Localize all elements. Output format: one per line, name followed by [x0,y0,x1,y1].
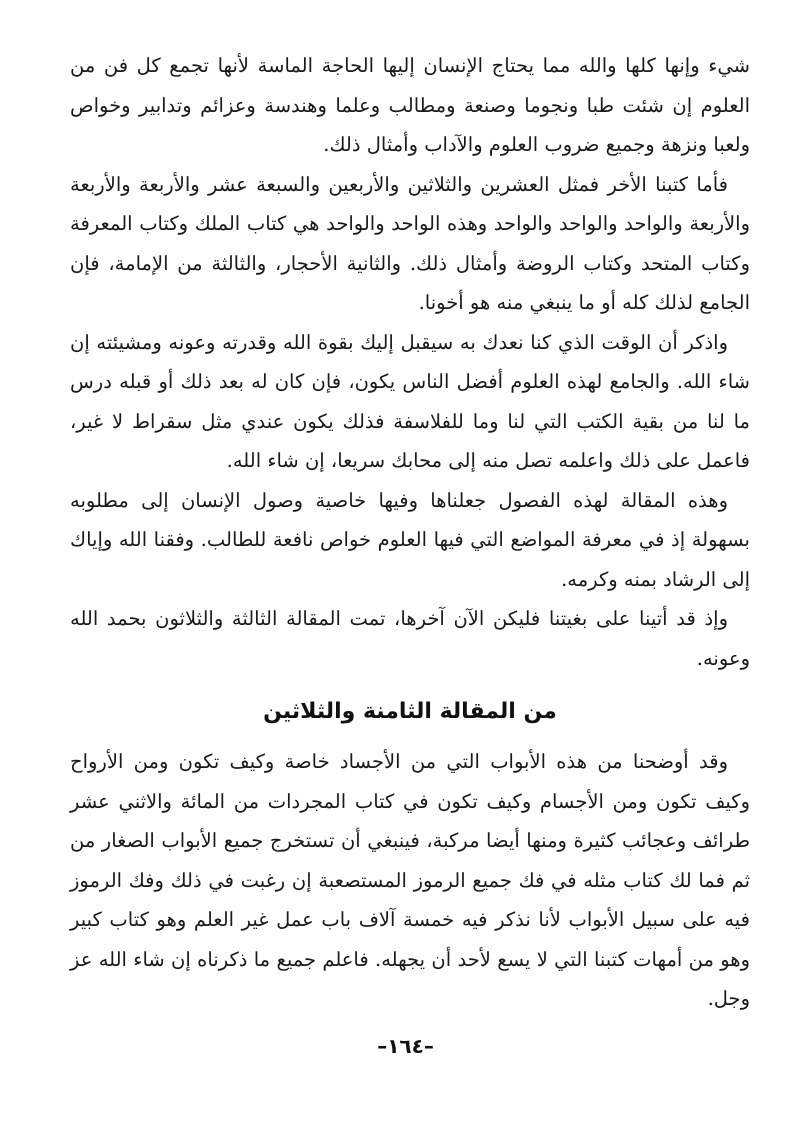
paragraph-5: وإذ قد أتينا على بغيتنا فليكن الآن آخرها، تمت المقالة الثالثة والثلاثون بحمد الله وعونه. [70,607,750,670]
document-page [70,46,750,1019]
paragraph-4: وهذه المقالة لهذه الفصول جعلناها وفيها خاصية وصول الإنسان إلى مطلوبه بسهولة إذ في معرفة المواضع التي فيها العلوم خواص نافعة للطالب. وفقنا الله وإياك إلى الرشاد بمنه وكرمه. [70,488,750,591]
paragraph-6: وقد أوضحنا من هذه الأبواب التي من الأجساد خاصة وكيف تكون ومن الأرواح وكيف تكون ومن الأجسام وكيف تكون في كتاب المجردات من المائة والاثني عشر طرائف وعجائب كثيرة ومنها أيضا مركبة، فينبغي أن تستخرج جميع الأبواب الصغار من ثم فما لك كتاب مثله في فك جميع الرموز المستصعبة إن رغبت في ذلك وفك الرموز فيه على سبيل الأبواب لأنا نذكر فيه خمسة آلاف باب عمل غير العلم وهو كتاب كبير وهو من أمهات كتبنا التي لا يسع لأحد أن يجهله. فاعلم جميع ما ذكرناه إن شاء الله عز وجل. [70,750,750,1010]
paragraph-2: فأما كتبنا الأخر فمثل العشرين والثلاثين والأربعين والسبعة عشر والأربعة والأربعة والأربعة والواحد والواحد والواحد وهذه الواحد والواحد هي كتاب الملك وكتاب المعرفة وكتاب المتحد وكتاب الروضة وأمثال ذلك. والثانية الأحجار، والثالثة من الإمامة، فإن الجامع لذلك كله أو ما ينبغي منه هو أخونا. [70,172,750,314]
page-number: –١٦٤– [377,1034,434,1058]
section-heading: من المقالة الثامنة والثلاثين [263,699,557,724]
paragraph-1: شيء وإنها كلها والله مما يحتاج الإنسان إليها الحاجة الماسة لأنها تجمع كل فن من العلوم إن شئت طبا ونجوما وصنعة ومطالب وعلما وهندسة وعزائم وتدابير وخواص ولعبا ونزهة وجميع ضروب العلوم والآداب وأمثال ذلك. [70,54,750,156]
paragraph-3: واذكر أن الوقت الذي كنا نعدك به سيقبل إليك بقوة الله وقدرته وعونه ومشيئته إن شاء الله. والجامع لهذه العلوم أفضل الناس يكون، فإن كان له بعد ذلك أو قبله درس ما لنا من بقية الكتب التي لنا وما للفلاسفة فذلك يكون عندي مثل سقراط لا غير، فاعمل على ذلك واعلمه تصل منه إلى محابك سريعا، إن شاء الله. [70,330,750,472]
